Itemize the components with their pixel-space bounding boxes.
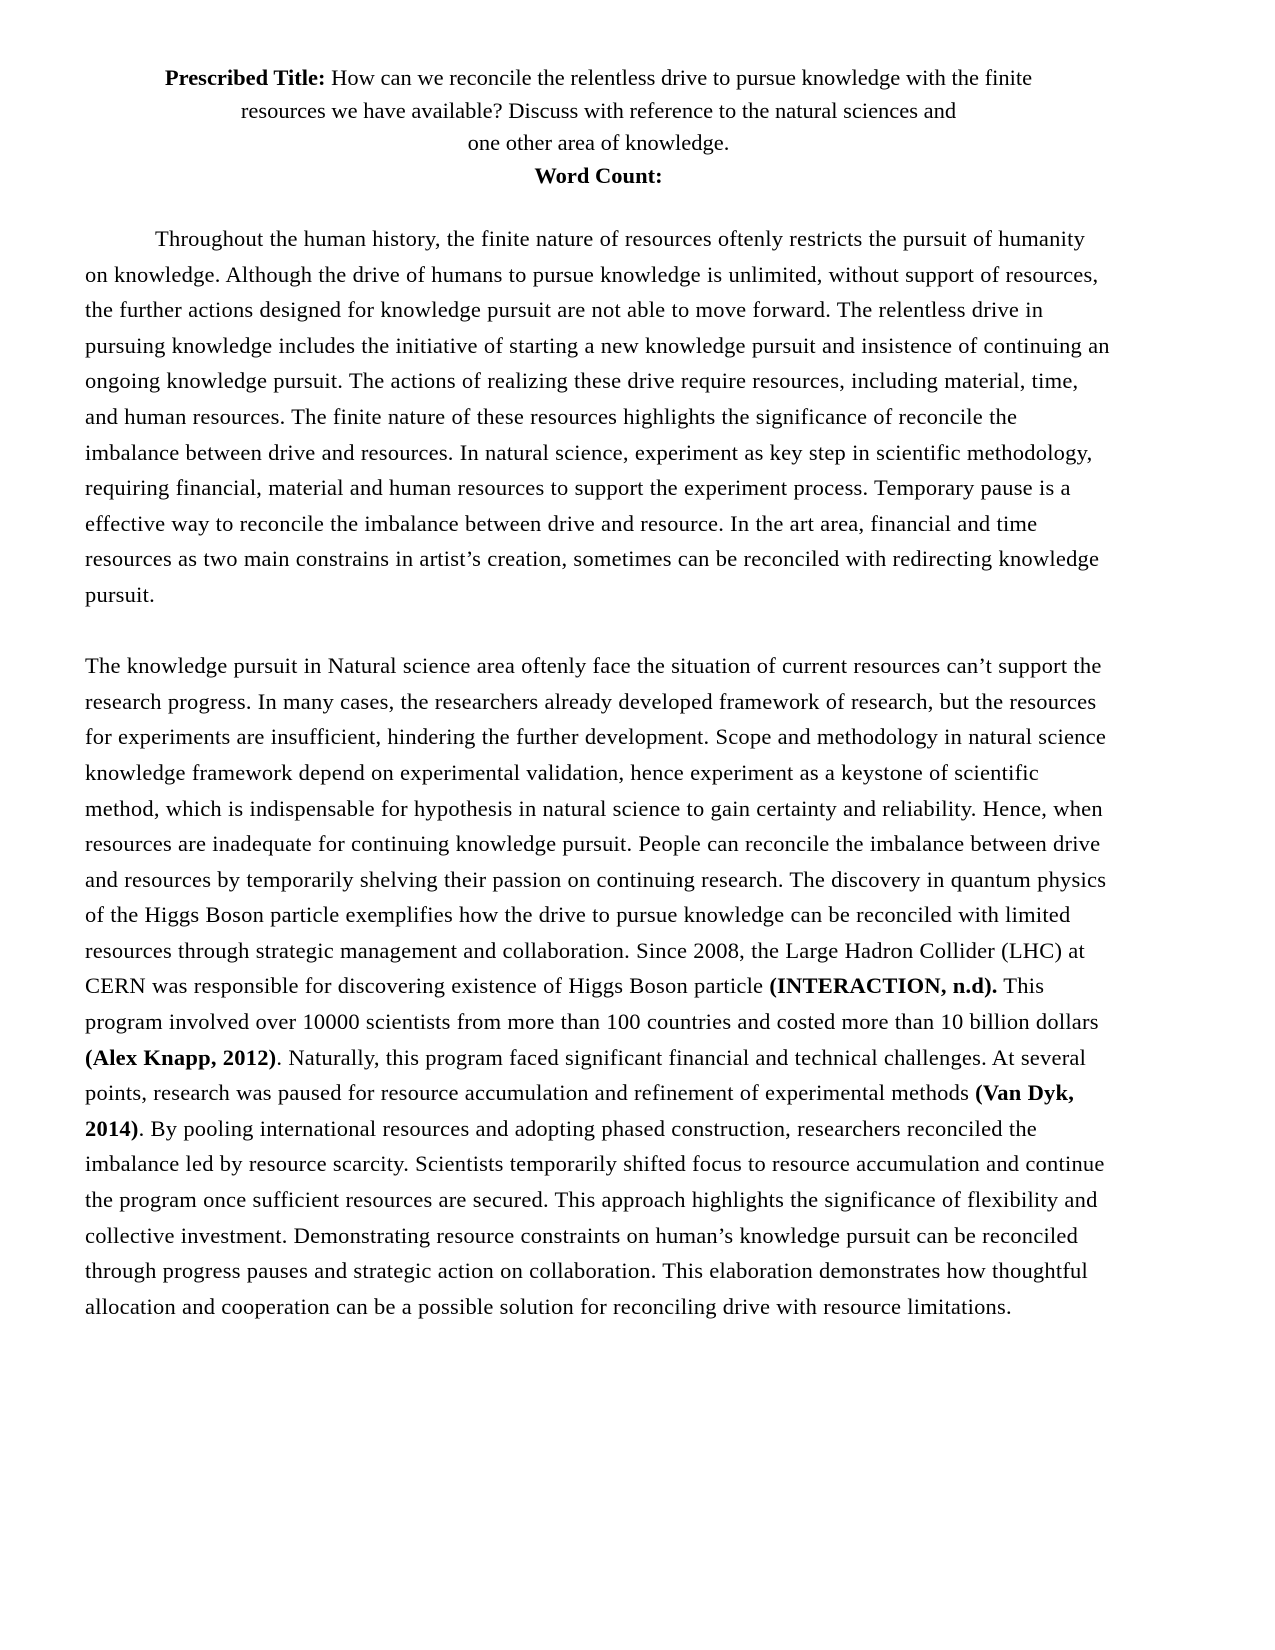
prescribed-title-line-2: resources we have available? Discuss with reference to the natural sciences and xyxy=(240,97,957,123)
paragraph-1-run-0: Throughout the human history, the finite nature of resources oftenly restricts the pursuit of humanity on knowledge. Although the drive of humans to pursue knowledge is unlimited, without support of resources, the further actions designed for knowledge pursuit are not able to move forward. The relentless drive in pursuing knowledge includes the initiative of starting a new knowledge pursuit and insistence of continuing an ongoing knowledge pursuit. The actions of realizing these drive require resources, including material, time, and human resources. The finite nature of these resources highlights the significance of reconcile the imbalance between drive and resources. In natural science, experiment as key step in scientific methodology, requiring financial, material and human resources to support the experiment process. Temporary pause is a effective way to reconcile the imbalance between drive and resource. In the art area, financial and time resources as two main constrains in artist’s creation, sometimes can be reconciled with redirecting knowledge pursuit. xyxy=(85,226,1110,607)
paragraph-2-run-2: This program involved over 10000 scientists from more than 100 countries and costed more than 10 billion dollars xyxy=(85,973,1099,1035)
paragraph-2-run-4: . Naturally, this program faced significant financial and technical challenges. At several points, research was paused for resource accumulation and refinement of experimental methods xyxy=(85,1044,1087,1106)
paragraph-spacer xyxy=(85,613,1112,649)
prescribed-title-block xyxy=(85,62,1112,160)
word-count-label: Word Count: xyxy=(534,162,663,188)
paragraph-2 xyxy=(85,648,1112,1324)
prescribed-title-line-1 xyxy=(85,62,1112,95)
paragraph-2-run-6: . By pooling international resources and adopting phased construction, researchers reconciled the imbalance led by resource scarcity. Scientists temporarily shifted focus to resource accumulation and continue the program once sufficient resources are secured. This approach highlights the significance of flexibility and collective investment. Demonstrating resource constraints on human’s knowledge pursuit can be reconciled through progress pauses and strategic action on collaboration. This elaboration demonstrates how thoughtful allocation and cooperation can be a possible solution for reconciling drive with resource limitations. xyxy=(85,1115,1105,1319)
citation-interaction: (INTERACTION, n.d). xyxy=(769,973,998,999)
essay-body xyxy=(85,221,1112,1324)
paragraph-1 xyxy=(85,221,1112,613)
prescribed-title-label: Prescribed Title: xyxy=(164,65,326,90)
prescribed-title-text-1: How can we reconcile the relentless drive to pursue knowledge with the finite xyxy=(325,65,1033,90)
paragraph-2-run-0: The knowledge pursuit in Natural science area oftenly face the situation of current resources can’t support the research progress. In many cases, the researchers already developed framework of research, but the resources for experiments are insufficient, hindering the further development. Scope and methodology in natural science knowledge framework depend on experimental validation, hence experiment as a keystone of scientific method, which is indispensable for hypothesis in natural science to gain certainty and reliability. Hence, when resources are inadequate for continuing knowledge pursuit. People can reconcile the imbalance between drive and resources by temporarily shelving their passion on continuing research. The discovery in quantum physics of the Higgs Boson particle exemplifies how the drive to pursue knowledge can be reconciled with limited resources through strategic management and collaboration. Since 2008, the Large Hadron Collider (LHC) at CERN was responsible for discovering existence of Higgs Boson particle xyxy=(85,653,1107,999)
prescribed-title-line-3: one other area of knowledge. xyxy=(467,130,730,155)
citation-alex-knapp: (Alex Knapp, 2012) xyxy=(85,1044,277,1070)
citation-van-dyk: (Van Dyk, 2014) xyxy=(85,1080,1075,1141)
